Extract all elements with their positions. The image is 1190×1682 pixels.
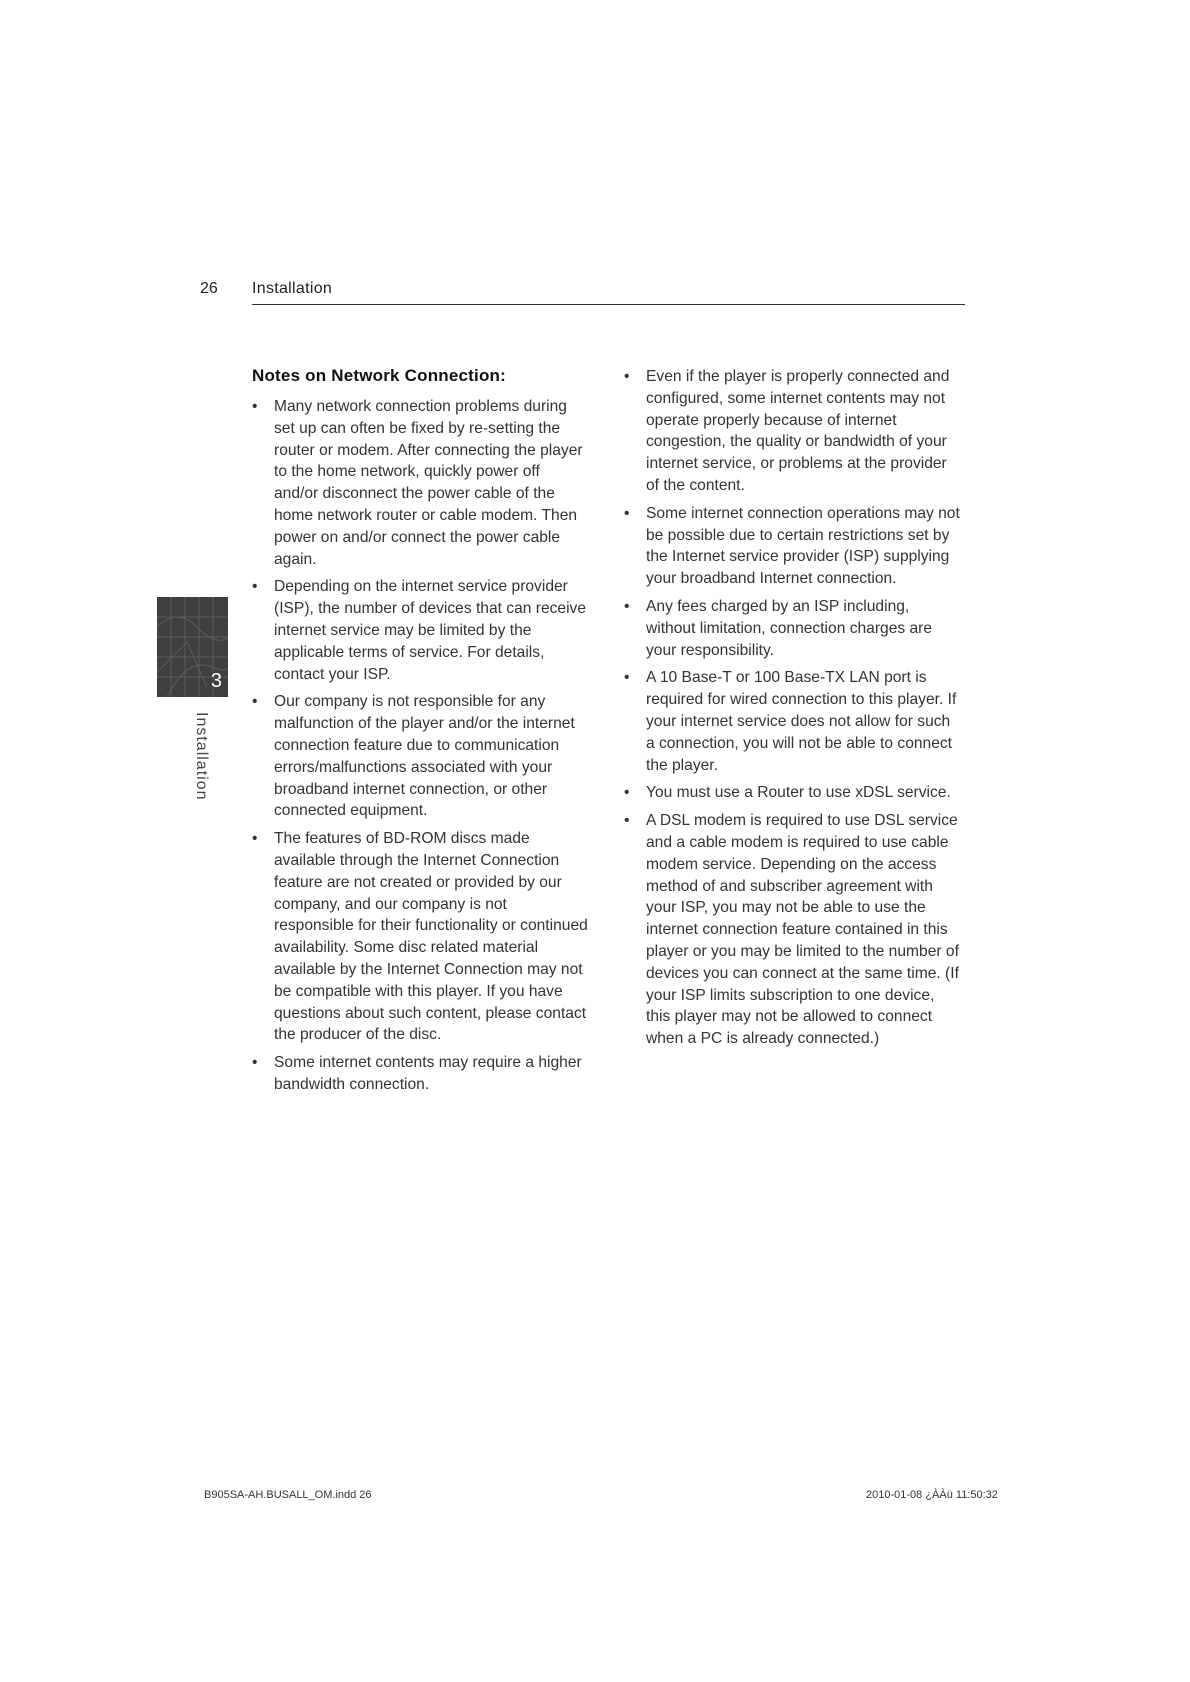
section-title: Installation [252,280,333,297]
bullet: • [624,597,630,615]
chapter-number: 3 [210,670,222,692]
left-column [252,366,588,1102]
list-item: • Even if the player is properly connected and configured, some internet contents may not operate properly because of internet congestion, the quality or bandwidth of your internet service, or problems at the provider of the content. [624,368,950,494]
page-header [200,280,965,310]
list-item: • You must use a Router to use xDSL service. [624,782,960,804]
list-item: • Any fees charged by an ISP including, without limitation, connection charges are your responsibility. [624,597,933,659]
bullet: • [624,812,630,830]
bullet: • [252,1054,258,1072]
list-item: • A DSL modem is required to use DSL service and a cable modem is required to use cable modem service. Depending on the access method of and subscriber agreement with your ISP, you may not be able to use the internet connection feature contained in this player or you may be limited to the number of devices you can connect at the same time. (If your ISP limits subscription to one device, this player may not be allowed to connect when a PC is already connected.) [624,812,959,1048]
chapter-label: Installation [193,712,210,801]
right-notes-list [624,366,960,1050]
chapter-tab [157,597,228,697]
left-notes-list [252,396,588,1096]
right-column [624,366,960,1056]
list-item: • Our company is not responsible for any malfunction of the player and/or the internet connection feature due to communication errors/malfunctions associated with your broadband internet connection, or other connected equipment. [252,693,575,820]
header-rule [252,304,965,305]
list-item: • Some internet contents may require a higher bandwidth connection. [252,1054,582,1093]
bullet: • [624,784,630,802]
notes-heading: Notes on Network Connection: [252,366,506,385]
bullet: • [252,398,258,415]
list-item: • A 10 Base-T or 100 Base-TX LAN port is required for wired connection to this player. If your internet service does not allow for such a connection, you will not be able to connect the player. [624,669,957,774]
bullet: • [624,368,630,385]
list-item: • The features of BD-ROM discs made available through the Internet Connection feature are not created or provided by our company, and our company is not responsible for their functionality or continued availability. Some disc related material available by the Internet Connection may not be compatible with this player. If you have questions about such content, please contact the producer of the disc. [252,830,588,1044]
page-number: 26 [200,280,218,297]
bullet: • [252,693,258,711]
footer-timestamp: 2010-01-08 ¿ÀÀü 11:50:32 [866,1489,998,1501]
bullet: • [624,504,630,522]
footer-filename: B905SA-AH.BUSALL_OM.indd 26 [204,1489,372,1501]
bullet: • [624,669,630,687]
bullet: • [252,830,258,848]
list-item: • Some internet connection operations may not be possible due to certain restrictions set by the Internet service provider (ISP) supplying your broadband Internet connection. [624,504,960,588]
list-item: • Depending on the internet service provider (ISP), the number of devices that can receive internet service may be limited by the applicable terms of service. For details, contact your ISP. [252,578,587,683]
bullet: • [252,578,258,596]
list-item: • Many network connection problems during set up can often be fixed by re-setting the router or modem. After connecting the player to the home network, quickly power off and/or disconnect the power cable of the home network router or cable modem. Then power on and/or connect the power cable again. [252,398,583,568]
